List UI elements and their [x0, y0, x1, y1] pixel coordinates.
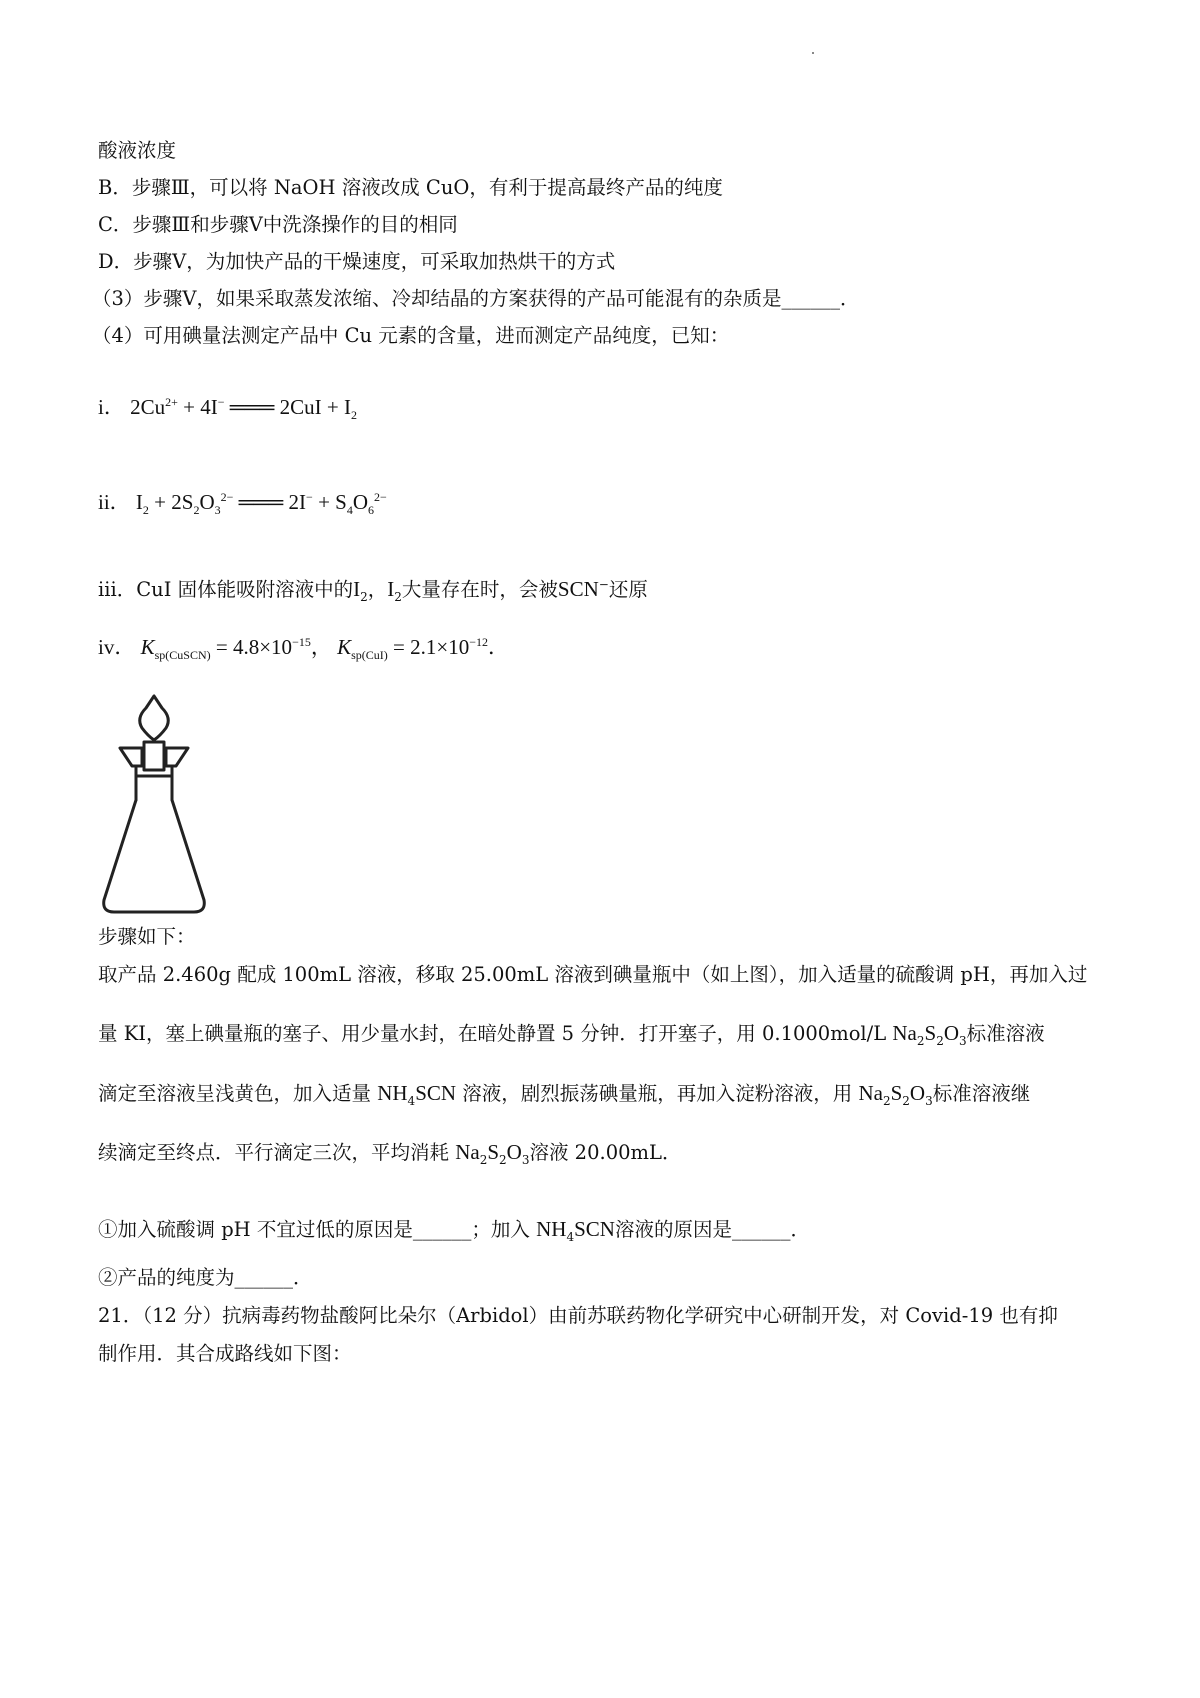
procedure-line-4 [98, 1139, 681, 1166]
thiocyanate: SCN [557, 577, 599, 601]
eq-sub: 2 [142, 503, 149, 518]
eq-term: 2Cu [130, 395, 166, 419]
eq-term: O [352, 490, 369, 514]
eq-sub: 3 [925, 1093, 933, 1108]
question-text: ①加入硫酸调 pH 不宜过低的原因是______；加入 [98, 1218, 537, 1241]
fact-iii [98, 576, 648, 603]
fact-text: 还原 [608, 578, 648, 601]
eq-sub: 2 [479, 1152, 488, 1167]
option-c: C．步骤Ⅲ和步骤Ⅴ中洗涤操作的目的相同 [98, 213, 458, 236]
eq-sup: −12 [469, 635, 488, 649]
eq-sub: 3 [959, 1033, 967, 1048]
steps-title: 步骤如下： [98, 925, 196, 948]
procedure-text: 溶液，剧烈振荡碘量瓶，再加入淀粉溶液，用 [456, 1082, 859, 1105]
formula: O [943, 1021, 960, 1045]
procedure-text: 续滴定至终点．平行滴定三次，平均消耗 [98, 1141, 456, 1164]
iodine: I [353, 577, 361, 601]
eq-label: ii． [98, 490, 131, 514]
eq-sub: sp(CuI) [351, 648, 388, 663]
procedure-line-2 [98, 1020, 1045, 1047]
eq-sub: 2 [351, 408, 357, 423]
eq-label: iv． [98, 635, 136, 659]
formula: Na [892, 1021, 917, 1045]
eq-sup: 2− [374, 490, 387, 504]
eq-sub: sp(CuSCN) [154, 648, 211, 663]
question-4: （4）可用碘量法测定产品中 Cu 元素的含量，进而测定产品纯度，已知： [92, 324, 730, 347]
eq-sub: 3 [214, 503, 221, 518]
formula: Na [455, 1140, 480, 1164]
eq-term: + 2S [148, 490, 194, 514]
fact-text: iii．CuI 固体能吸附溶液中的 [98, 578, 354, 601]
procedure-text: 溶液 20.00mL． [529, 1141, 682, 1164]
formula: O [909, 1081, 926, 1105]
question-text: 溶液的原因是______． [614, 1218, 810, 1241]
question-3: （3）步骤Ⅴ，如果采取蒸发浓缩、冷却结晶的方案获得的产品可能混有的杂质是______． [92, 287, 860, 310]
text-line: 酸液浓度 [98, 139, 177, 162]
fact-text: 大量存在时，会被 [401, 578, 558, 601]
eq-label: i． [98, 395, 125, 419]
eq-term: O [199, 490, 215, 514]
iodine-flask-icon [96, 690, 226, 920]
question-21: 21．（12 分）抗病毒药物盐酸阿比朵尔（Arbidol）由前苏联药物化学研究中心研制开发，对 Covid-19 也有抑 [98, 1304, 1058, 1327]
ksp-symbol: K [337, 635, 352, 659]
iodine: I [387, 577, 395, 601]
fact-iv [98, 634, 509, 663]
eq-term: ， [310, 635, 332, 659]
option-b: B．步骤Ⅲ，可以将 NaOH 溶液改成 CuO，有利于提高最终产品的纯度 [98, 176, 723, 199]
eq-sub: 2 [394, 589, 402, 604]
scan-dot [812, 52, 814, 54]
procedure-line-1: 取产品 2.460g 配成 100mL 溶液，移取 25.00mL 溶液到碘量瓶中（如上图），加入适量的硫酸调 pH，再加入过 [98, 963, 1088, 986]
formula: S [890, 1081, 903, 1105]
equation-ii [98, 489, 387, 518]
procedure-text: 标准溶液 [966, 1022, 1045, 1045]
eq-sup: 2+ [165, 395, 178, 409]
eq-sup: −15 [292, 635, 311, 649]
formula: NH [536, 1217, 567, 1241]
eq-sub: 2 [193, 503, 200, 518]
eq-sub: 6 [368, 503, 375, 518]
eq-term: + S [312, 490, 347, 514]
eq-sub: 3 [521, 1152, 530, 1167]
eq-sup: − [598, 577, 609, 592]
eq-term: + 4I [177, 395, 218, 419]
procedure-line-3 [98, 1080, 1030, 1107]
formula: O [506, 1140, 522, 1164]
procedure-text: 滴定至溶液呈浅黄色，加入适量 [98, 1082, 378, 1105]
eq-sup: − [306, 490, 313, 504]
eq-arrow: ═══ [238, 490, 284, 514]
eq-sub: 2 [882, 1093, 891, 1108]
ksp-symbol: K [140, 635, 155, 659]
eq-sub: 2 [916, 1033, 925, 1048]
eq-sub: 4 [407, 1093, 416, 1108]
procedure-text: 量 KI，塞上碘量瓶的塞子、用少量水封，在暗处静置 5 分钟．打开塞子，用 0.1000mol/L [98, 1022, 893, 1045]
eq-sub: 2 [499, 1152, 507, 1167]
ksp-value: = 4.8×10 [210, 635, 293, 659]
eq-term: I [135, 490, 143, 514]
question-4-1 [98, 1216, 810, 1243]
formula: S [924, 1021, 937, 1045]
fact-text: ， [367, 578, 388, 601]
eq-sub: 2 [936, 1033, 944, 1048]
formula: S [487, 1140, 500, 1164]
eq-sub: 2 [360, 589, 368, 604]
eq-term: 2I [288, 490, 307, 514]
eq-sub: 2 [902, 1093, 910, 1108]
option-d: D．步骤Ⅴ，为加快产品的干燥速度，可采取加热烘干的方式 [98, 250, 616, 273]
formula: Na [858, 1081, 883, 1105]
formula: SCN [574, 1217, 615, 1241]
eq-sub: 4 [346, 503, 353, 518]
eq-sup: − [217, 395, 225, 409]
question-4-2: ②产品的纯度为______． [98, 1266, 313, 1289]
eq-term: 2CuI + I [279, 395, 351, 419]
question-21-cont: 制作用．其合成路线如下图： [98, 1342, 352, 1365]
eq-sub: 4 [566, 1229, 575, 1244]
equation-i [98, 394, 357, 423]
eq-arrow: ═══ [229, 395, 275, 419]
ksp-value: = 2.1×10 [387, 635, 470, 659]
formula: NH [377, 1081, 408, 1105]
procedure-text: 标准溶液继 [932, 1082, 1031, 1105]
eq-term: ． [488, 635, 509, 659]
eq-sup: 2− [220, 490, 234, 504]
formula: SCN [415, 1081, 457, 1105]
